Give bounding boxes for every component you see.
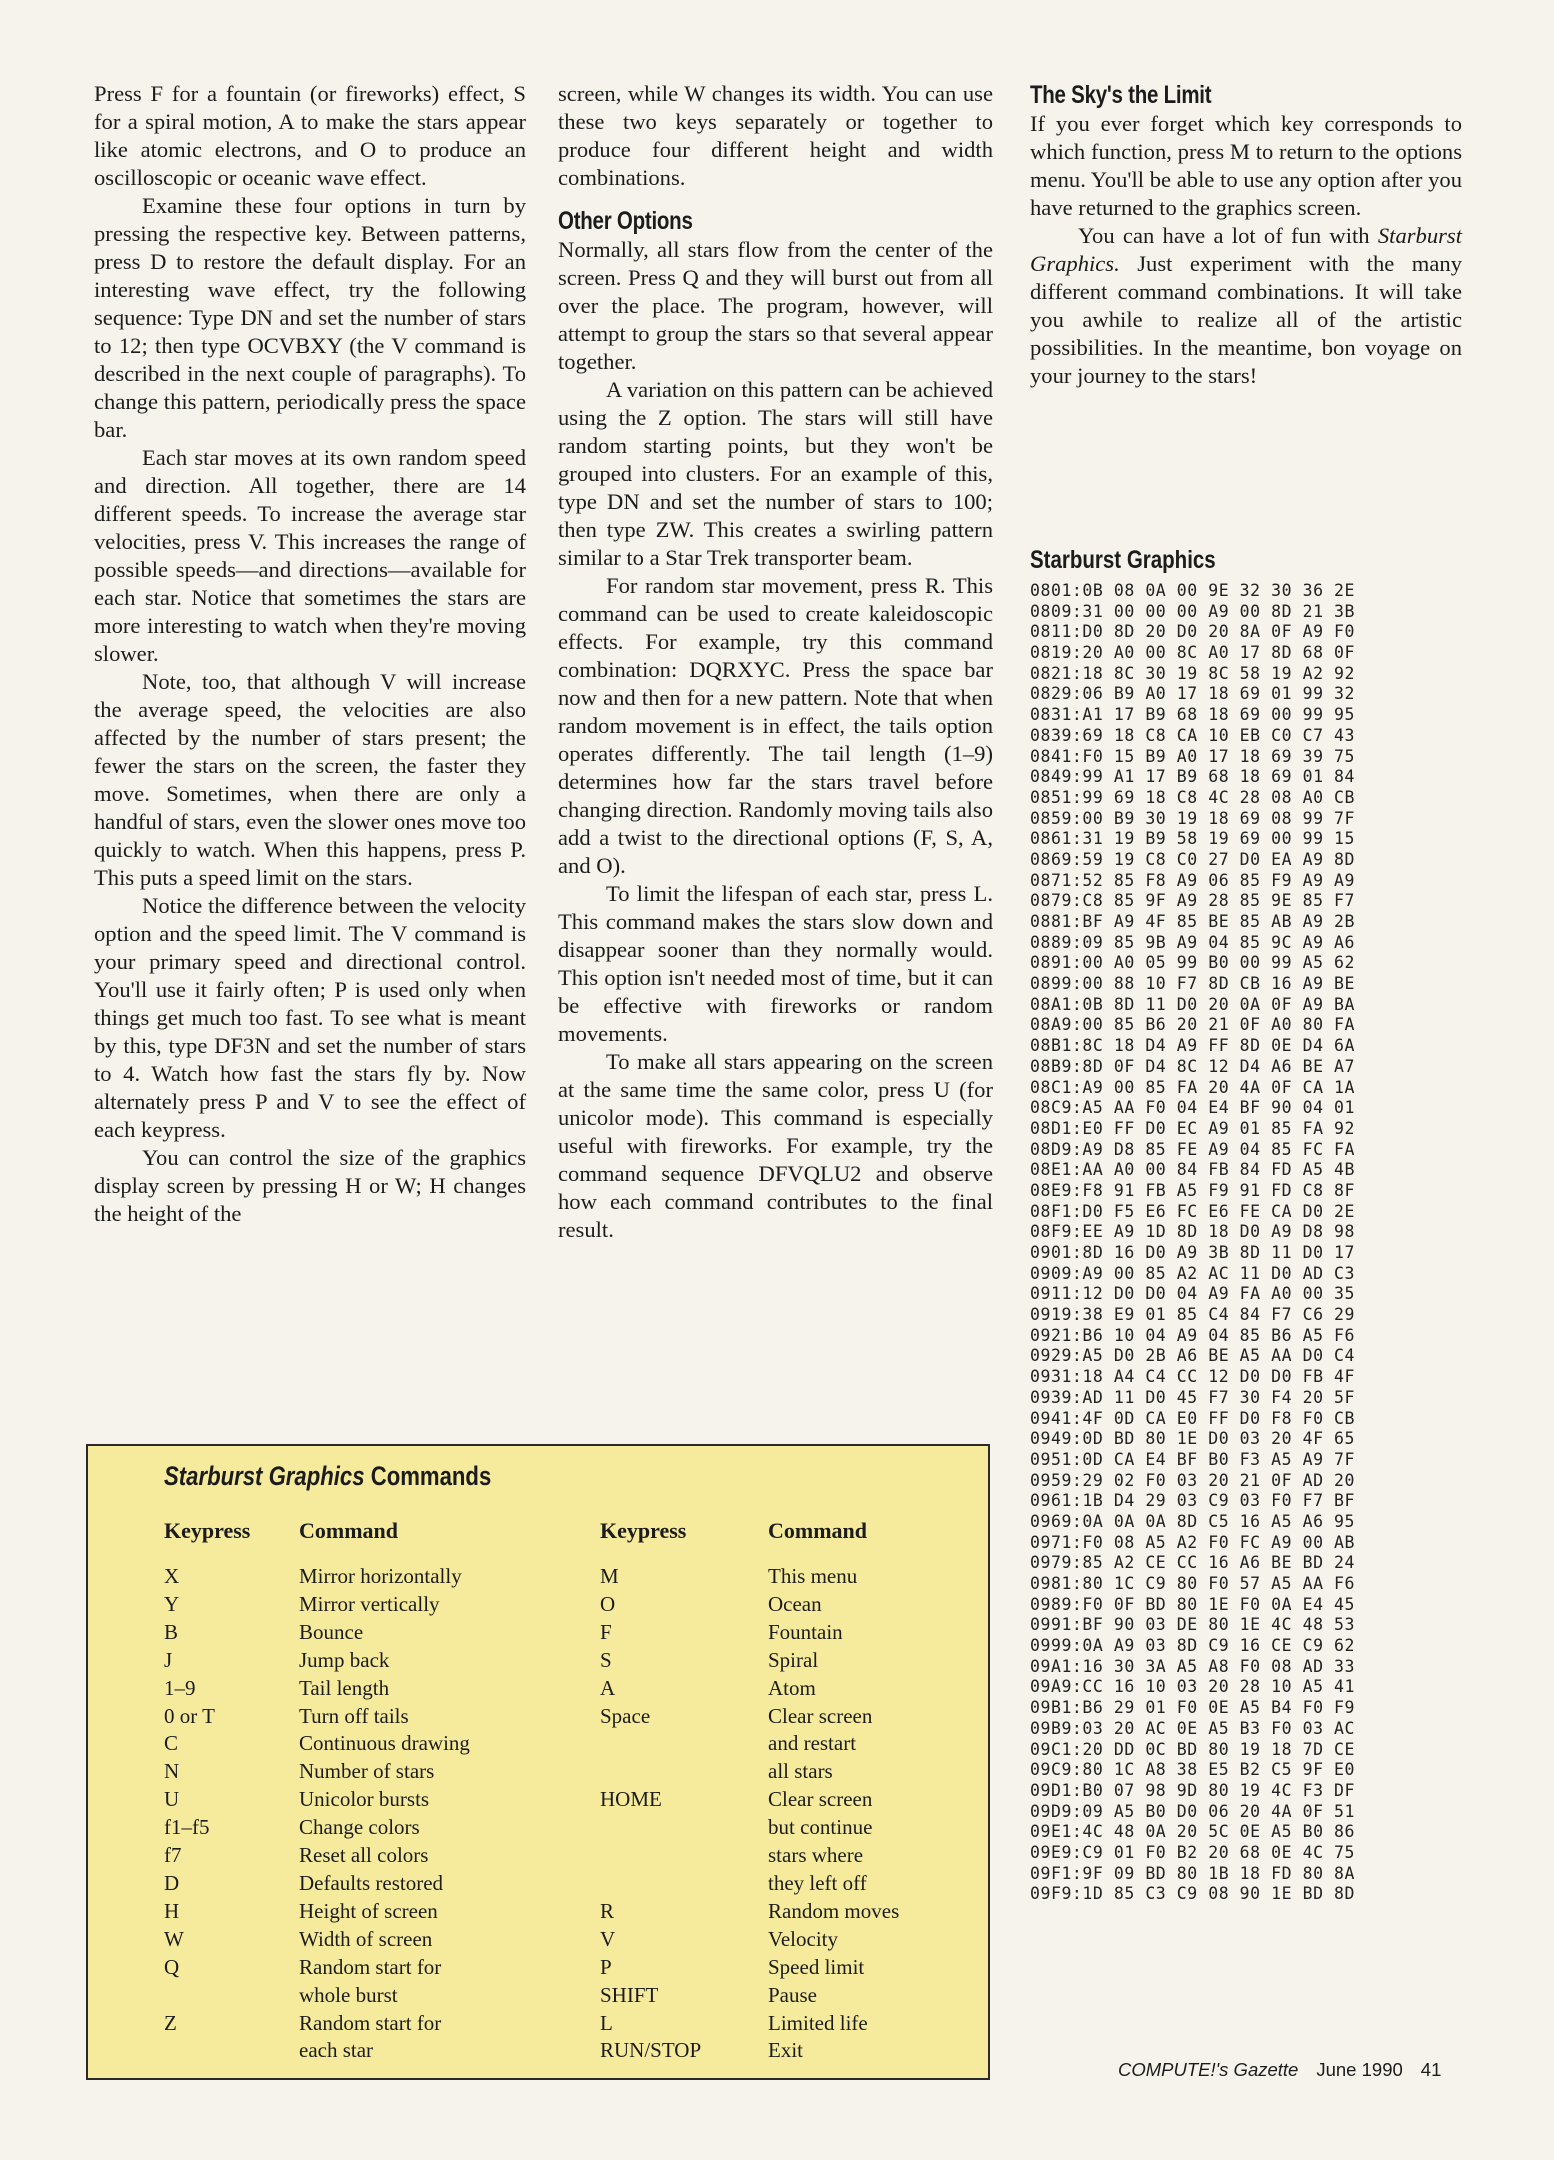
command-key: P <box>600 1954 612 1979</box>
listing-line: 0851:99 69 18 C8 4C 28 08 A0 CB <box>1030 787 1355 807</box>
listing-line: 09F9:1D 85 C3 C9 08 90 1E BD 8D <box>1030 1884 1355 1904</box>
command-row <box>600 1675 899 1703</box>
command-description: Bounce <box>299 1619 364 1644</box>
command-key: F <box>600 1619 612 1644</box>
command-key: Y <box>164 1591 180 1616</box>
command-key: B <box>164 1619 179 1644</box>
listing-line: 0961:1B D4 29 03 C9 03 F0 F7 BF <box>1030 1491 1355 1511</box>
listing-line: 0841:F0 15 B9 A0 17 18 69 39 75 <box>1030 746 1355 766</box>
listing-line: 0859:00 B9 30 19 18 69 08 99 7F <box>1030 808 1355 828</box>
paragraph: To limit the lifespan of each star, press L. This command makes the stars slow down and disappear sooner than they normally would. This option isn't needed most of time, but it can be effective with fireworks or random movements. <box>558 881 993 1046</box>
listing-line: 08D1:E0 FF D0 EC A9 01 85 FA 92 <box>1030 1118 1355 1138</box>
listing-line: 0829:06 B9 A0 17 18 69 01 99 32 <box>1030 684 1355 704</box>
command-description: Height of screen <box>299 1898 438 1923</box>
listing-line: 0981:80 1C C9 80 F0 57 A5 AA F6 <box>1030 1574 1355 1593</box>
command-row <box>600 1786 899 1814</box>
paragraph: To make all stars appearing on the screen at the same time the same color, press U (for unicolor mode). This command is especially useful with fireworks. For example, try the command sequence DFVQLU2 and observe how each command contributes to the final result. <box>558 1049 993 1242</box>
command-description: Number of stars <box>299 1759 435 1784</box>
command-description: each star <box>299 2038 374 2063</box>
command-description: Atom <box>768 1675 816 1700</box>
commands-box-title: Starburst Graphics Commands <box>164 1461 492 1491</box>
section-heading: The Sky's the Limit <box>1030 81 1212 109</box>
listing-line: 0831:A1 17 B9 68 18 69 00 99 95 <box>1030 705 1355 725</box>
paragraph: Each star moves at its own random speed and direction. All together, there are 14 different speeds. To increase the average star velocities, press V. This increases the range of possible speeds—and directions—available for each star. Notice that sometimes the stars are more interesting to watch when they're moving slower. <box>94 445 526 666</box>
command-description: Clear screen <box>768 1703 873 1728</box>
article-column-2 <box>558 80 993 1244</box>
article-column-1 <box>94 80 526 1228</box>
command-row <box>600 1926 899 1954</box>
paragraph: For random star movement, press R. This command can be used to create kaleidoscopic effects. For example, try this command combination: DQRXYC. Press the space bar now and then for a new pattern. Note that when random movement is in effect, the tails option operates differently. The tail length (1–9) determines how far the stars travel before changing direction. Randomly moving tails also add a twist to the directional options (F, S, A, and O). <box>558 573 993 878</box>
command-row <box>164 1926 470 1954</box>
command-description: Fountain <box>768 1619 843 1644</box>
listing-line: 09C1:20 DD 0C BD 80 19 18 7D CE <box>1030 1739 1355 1759</box>
command-key: 0 or T <box>164 1703 215 1728</box>
command-description: but continue <box>768 1815 873 1840</box>
command-description: Random moves <box>768 1898 900 1923</box>
command-description: stars where <box>768 1843 864 1868</box>
command-row <box>164 1675 470 1703</box>
command-header: Command <box>299 1518 399 1543</box>
command-row <box>164 2010 470 2038</box>
command-row <box>164 1758 470 1786</box>
listing-line: 0869:59 19 C8 C0 27 D0 EA A9 8D <box>1030 849 1355 869</box>
command-description: Ocean <box>768 1591 822 1616</box>
command-key: O <box>600 1591 616 1616</box>
command-description: Continuous drawing <box>299 1731 470 1756</box>
command-key: HOME <box>600 1787 662 1812</box>
listing-line: 08B9:8D 0F D4 8C 12 D4 A6 BE A7 <box>1030 1056 1355 1076</box>
paragraph: You can control the size of the graphics display screen by pressing H or W; H changes the height of the <box>94 1145 526 1226</box>
program-title-italic: Starburst Graphics. <box>1030 223 1462 276</box>
listing-line: 09E9:C9 01 F0 B2 20 68 0E 4C 75 <box>1030 1842 1355 1862</box>
command-description: Tail length <box>299 1675 390 1700</box>
command-row <box>164 1619 470 1647</box>
listing-line: 09D1:B0 07 98 9D 80 19 4C F3 DF <box>1030 1780 1355 1800</box>
command-description: Width of screen <box>299 1926 433 1951</box>
command-row <box>164 1703 470 1731</box>
command-key <box>164 2037 299 2065</box>
command-description: Velocity <box>768 1926 838 1951</box>
paragraph: Normally, all stars flow from the center of the screen. Press Q and they will burst out from all over the place. The program, however, will attempt to group the stars so that several appear together. <box>558 237 993 374</box>
command-row <box>600 1563 899 1591</box>
command-row <box>164 1591 470 1619</box>
command-row <box>600 1982 899 2010</box>
command-key: S <box>600 1647 612 1672</box>
listing-line: 0949:0D BD 80 1E D0 03 20 4F 65 <box>1030 1429 1355 1449</box>
command-key: f7 <box>164 1843 182 1868</box>
paragraph: Note, too, that although V will increase the average speed, the velocities are also affected by the number of stars present; the fewer the stars on the screen, the faster they move. Sometimes, when there are only a handful of stars, even the slower ones move too quickly to watch. When this happens, press P. This puts a speed limit on the stars. <box>94 669 526 890</box>
commands-table-right <box>600 1563 899 2065</box>
paragraph: screen, while W changes its width. You can use these two keys separately or together to produce four different height and width combinations. <box>558 81 993 190</box>
page-footer <box>1118 2058 1441 2082</box>
listing-line: 0871:52 85 F8 A9 06 85 F9 A9 A9 <box>1030 870 1355 890</box>
listing-line: 0909:A9 00 85 A2 AC 11 D0 AD C3 <box>1030 1263 1355 1283</box>
command-key: A <box>600 1675 616 1700</box>
listing-line: 0951:0D CA E4 BF B0 F3 A5 A9 7F <box>1030 1449 1355 1469</box>
listing-line: 09B9:03 20 AC 0E A5 B3 F0 03 AC <box>1030 1718 1355 1738</box>
command-description: Reset all colors <box>299 1843 429 1868</box>
title-italic-part: Starburst Graphics <box>164 1461 365 1491</box>
command-row <box>164 1730 470 1758</box>
command-description: Spiral <box>768 1647 819 1672</box>
listing-line: 08C9:A5 AA F0 04 E4 BF 90 04 01 <box>1030 1098 1355 1118</box>
command-key: 1–9 <box>164 1675 196 1700</box>
command-key: V <box>600 1926 616 1951</box>
command-description: Exit <box>768 2038 803 2063</box>
command-row <box>600 1870 899 1898</box>
listing-title: Starburst Graphics <box>1030 546 1216 574</box>
command-row <box>600 1814 899 1842</box>
listing-line: 0941:4F 0D CA E0 FF D0 F8 F0 CB <box>1030 1408 1355 1428</box>
magazine-name: COMPUTE!'s Gazette <box>1118 2059 1299 2080</box>
command-key <box>600 1870 768 1898</box>
command-key: Space <box>600 1703 651 1728</box>
listing-line: 08A1:0B 8D 11 D0 20 0A 0F A9 BA <box>1030 994 1355 1014</box>
command-key <box>600 1730 768 1758</box>
listing-line: 08F1:D0 F5 E6 FC E6 FE CA D0 2E <box>1030 1201 1355 1221</box>
command-row <box>600 1898 899 1926</box>
command-key: W <box>164 1926 184 1951</box>
command-key: M <box>600 1564 619 1588</box>
command-row <box>164 1982 470 2010</box>
command-key <box>600 1758 768 1786</box>
command-key: N <box>164 1759 180 1784</box>
section-heading: Other Options <box>558 207 693 235</box>
command-key: Z <box>164 2010 177 2035</box>
command-key: C <box>164 1731 179 1756</box>
command-key: Q <box>164 1954 180 1979</box>
paragraph: Examine these four options in turn by pressing the respective key. Between patterns, press D to restore the default display. For an interesting wave effect, try the following sequence: Type DN and set the number of stars to 12; then type OCVBXY (the V command is described in the next couple of paragraphs). To change this pattern, periodically press the space bar. <box>94 193 526 442</box>
command-row <box>164 1647 470 1675</box>
command-row <box>164 1898 470 1926</box>
command-key: SHIFT <box>600 1982 659 2007</box>
issue-date: June 1990 <box>1316 2059 1403 2080</box>
command-key: J <box>164 1647 173 1672</box>
command-row <box>164 1563 470 1591</box>
keypress-header: Keypress <box>600 1518 687 1543</box>
listing-line: 08B1:8C 18 D4 A9 FF 8D 0E D4 6A <box>1030 1036 1355 1056</box>
listing-line: 09A9:CC 16 10 03 20 28 10 A5 41 <box>1030 1677 1355 1697</box>
command-key: L <box>600 2010 613 2035</box>
program-listing <box>1030 581 1470 1905</box>
command-description: Jump back <box>299 1647 390 1672</box>
listing-line: 0881:BF A9 4F 85 BE 85 AB A9 2B <box>1030 912 1355 931</box>
listing-line: 0889:09 85 9B A9 04 85 9C A9 A6 <box>1030 932 1355 952</box>
command-key <box>164 1982 299 2010</box>
text-run: You can have a lot of fun with <box>1078 223 1378 248</box>
listing-line: 0809:31 00 00 00 A9 00 8D 21 3B <box>1030 601 1355 621</box>
listing-line: 0959:29 02 F0 03 20 21 0F AD 20 <box>1030 1470 1355 1490</box>
listing-line: 0919:38 E9 01 85 C4 84 F7 C6 29 <box>1030 1305 1355 1325</box>
paragraph <box>1030 222 1462 390</box>
text-run: Just experiment with the many different command combinations. It will take you awhile to realize all of the artistic possibilities. In the meantime, bon voyage on your journey to the stars! <box>1030 251 1462 388</box>
command-row <box>164 1814 470 1842</box>
command-description: Clear screen <box>768 1787 873 1812</box>
listing-line: 0901:8D 16 D0 A9 3B 8D 11 D0 17 <box>1030 1243 1355 1262</box>
command-description: Mirror horizontally <box>299 1564 462 1588</box>
command-key: f1–f5 <box>164 1815 210 1840</box>
command-row <box>164 1786 470 1814</box>
command-description: Unicolor bursts <box>299 1787 430 1812</box>
command-description: Turn off tails <box>299 1703 409 1728</box>
command-row <box>164 1954 470 1982</box>
listing-line: 09C9:80 1C A8 38 E5 B2 C5 9F E0 <box>1030 1760 1355 1780</box>
listing-line: 0921:B6 10 04 A9 04 85 B6 A5 F6 <box>1030 1325 1355 1345</box>
command-row <box>600 1954 899 1982</box>
listing-line: 0839:69 18 C8 CA 10 EB C0 C7 43 <box>1030 725 1355 745</box>
listing-line: 0931:18 A4 C4 CC 12 D0 D0 FB 4F <box>1030 1367 1355 1387</box>
listing-line: 0849:99 A1 17 B9 68 18 69 01 84 <box>1030 767 1355 787</box>
commands-box <box>86 1444 990 2080</box>
command-row <box>600 2010 899 2038</box>
listing-line: 0911:12 D0 D0 04 A9 FA A0 00 35 <box>1030 1284 1355 1304</box>
paragraph: Notice the difference between the velocity option and the speed limit. The V command is your primary speed and directional control. You'll use it fairly often; P is used only when things get much too fast. To see what is meant by this, type DF3N and set the number of stars to 4. Watch how fast the stars fly by. Now alternately press P and V to see the effect of each keypress. <box>94 893 526 1142</box>
listing-line: 0821:18 8C 30 19 8C 58 19 A2 92 <box>1030 663 1355 683</box>
command-key <box>600 1814 768 1842</box>
listing-line: 09A1:16 30 3A A5 A8 F0 08 AD 33 <box>1030 1656 1355 1676</box>
command-description: Speed limit <box>768 1954 865 1979</box>
command-description: Pause <box>768 1982 817 2007</box>
command-description: Defaults restored <box>299 1870 444 1895</box>
listing-line: 0939:AD 11 D0 45 F7 30 F4 20 5F <box>1030 1387 1355 1407</box>
listing-line: 09E1:4C 48 0A 20 5C 0E A5 B0 86 <box>1030 1822 1355 1842</box>
paragraph: Press F for a fountain (or fireworks) effect, S for a spiral motion, A to make the stars appear like atomic electrons, and O to produce an oscilloscopic or oceanic wave effect. <box>94 81 526 190</box>
command-row <box>164 1842 470 1870</box>
command-row <box>600 2037 899 2065</box>
keypress-header: Keypress <box>164 1518 251 1543</box>
command-description: Random start for <box>299 2010 442 2035</box>
command-row <box>600 1647 899 1675</box>
listing-line: 08A9:00 85 B6 20 21 0F A0 80 FA <box>1030 1015 1355 1035</box>
command-description: Random start for <box>299 1954 442 1979</box>
listing-line: 0861:31 19 B9 58 19 69 00 99 15 <box>1030 829 1355 849</box>
command-row <box>600 1730 899 1758</box>
command-row <box>600 1842 899 1870</box>
listing-line: 0891:00 A0 05 99 B0 00 99 A5 62 <box>1030 953 1355 973</box>
listing-line: 0801:0B 08 0A 00 9E 32 30 36 2E <box>1030 581 1355 600</box>
paragraph: If you ever forget which key corresponds to which function, press M to return to the options menu. You'll be able to use any option after you have returned to the graphics screen. <box>1030 111 1462 220</box>
command-description: This menu <box>768 1564 858 1588</box>
command-description: Change colors <box>299 1815 420 1840</box>
command-description: whole burst <box>299 1982 398 2007</box>
command-key: H <box>164 1898 180 1923</box>
listing-line: 0991:BF 90 03 DE 80 1E 4C 48 53 <box>1030 1615 1355 1635</box>
listing-line: 09D9:09 A5 B0 D0 06 20 4A 0F 51 <box>1030 1801 1355 1821</box>
command-header: Command <box>768 1518 868 1543</box>
listing-line: 08D9:A9 D8 85 FE A9 04 85 FC FA <box>1030 1139 1355 1159</box>
command-key: D <box>164 1870 180 1895</box>
command-key: X <box>164 1564 180 1588</box>
listing-line: 0811:D0 8D 20 D0 20 8A 0F A9 F0 <box>1030 622 1355 642</box>
command-key <box>600 1842 768 1870</box>
listing-line: 0979:85 A2 CE CC 16 A6 BE BD 24 <box>1030 1553 1355 1573</box>
command-description: Limited life <box>768 2010 868 2035</box>
listing-line: 0971:F0 08 A5 A2 F0 FC A9 00 AB <box>1030 1532 1355 1552</box>
article-column-3 <box>1030 80 1462 390</box>
command-row <box>600 1619 899 1647</box>
paragraph: A variation on this pattern can be achieved using the Z option. The stars will still have random starting points, but they won't be grouped into clusters. For an example of this, type DN and set the number of stars to 100; then type ZW. This creates a swirling pattern similar to a Star Trek transporter beam. <box>558 377 993 570</box>
command-key: RUN/STOP <box>600 2038 702 2063</box>
listing-line: 08F9:EE A9 1D 8D 18 D0 A9 D8 98 <box>1030 1222 1355 1242</box>
listing-line: 0879:C8 85 9F A9 28 85 9E 85 F7 <box>1030 891 1355 911</box>
command-description: they left off <box>768 1870 867 1895</box>
listing-line: 0989:F0 0F BD 80 1E F0 0A E4 45 <box>1030 1594 1355 1614</box>
command-description: Mirror vertically <box>299 1591 440 1616</box>
command-row <box>600 1758 899 1786</box>
page-number: 41 <box>1420 2059 1442 2080</box>
command-row <box>164 1870 470 1898</box>
command-description: and restart <box>768 1731 857 1756</box>
listing-line: 0999:0A A9 03 8D C9 16 CE C9 62 <box>1030 1636 1355 1656</box>
listing-line: 08E1:AA A0 00 84 FB 84 FD A5 4B <box>1030 1160 1355 1180</box>
listing-line: 0929:A5 D0 2B A6 BE A5 AA D0 C4 <box>1030 1346 1355 1366</box>
listing-line: 0969:0A 0A 0A 8D C5 16 A5 A6 95 <box>1030 1511 1355 1531</box>
command-row <box>600 1703 899 1731</box>
listing-line: 0819:20 A0 00 8C A0 17 8D 68 0F <box>1030 643 1355 663</box>
listing-line: 08C1:A9 00 85 FA 20 4A 0F CA 1A <box>1030 1077 1355 1097</box>
listing-line: 09B1:B6 29 01 F0 0E A5 B4 F0 F9 <box>1030 1698 1355 1718</box>
listing-line: 0899:00 88 10 F7 8D CB 16 A9 BE <box>1030 974 1355 994</box>
commands-table-left <box>164 1563 470 2065</box>
command-key: R <box>600 1898 615 1923</box>
command-row <box>164 2037 470 2065</box>
listing-line: 08E9:F8 91 FB A5 F9 91 FD C8 8F <box>1030 1180 1355 1200</box>
command-row <box>600 1591 899 1619</box>
command-key: U <box>164 1787 180 1812</box>
listing-line: 09F1:9F 09 BD 80 1B 18 FD 80 8A <box>1030 1863 1355 1883</box>
command-description: all stars <box>768 1759 833 1784</box>
